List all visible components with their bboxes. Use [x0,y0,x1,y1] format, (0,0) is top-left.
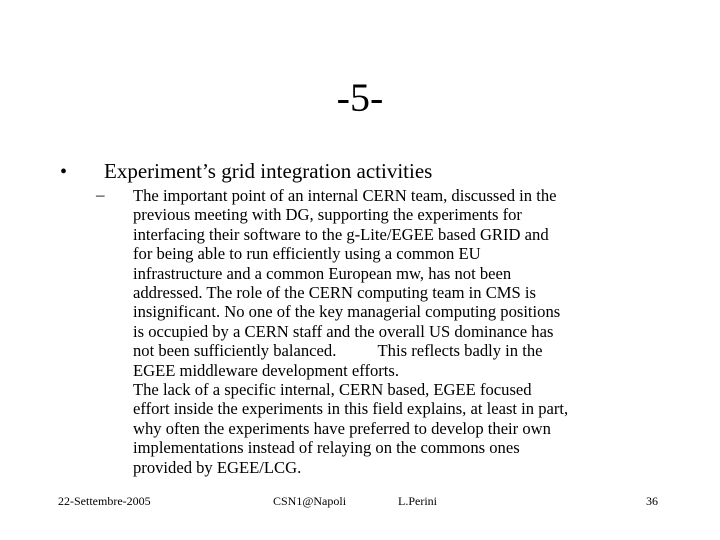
footer-author: L.Perini [398,494,437,508]
body-line: infrastructure and a common European mw, has not been [133,263,512,283]
body-line: interfacing their software to the g-Lite/EGEE based GRID and [133,224,549,244]
body-line: EGEE middleware development efforts. [133,360,400,380]
body-line: implementations instead of relaying on the commons ones [133,438,520,458]
body-line: effort inside the experiments in this field explains, at least in part, [133,399,569,419]
body-line: why often the experiments have preferred to develop their own [133,418,551,438]
bullet-marker: • [60,161,68,183]
body-line: addressed. The role of the CERN computing team in CMS is [133,283,536,303]
body-line: The important point of an internal CERN team, discussed in the [133,186,557,205]
footer-page-number: 36 [646,494,658,508]
body-line: insignificant. No one of the key managerial computing positions [133,302,561,322]
footer-date: 22-Settembre-2005 [58,494,151,508]
sub-bullet-marker: – [96,185,105,204]
body-line: not been sufficiently balanced. This reflects badly in the [133,341,543,361]
body-line: for being able to run efficiently using a common EU [133,244,481,264]
body-line: is occupied by a CERN staff and the overall US dominance has [133,321,554,341]
body-line: The lack of a specific internal, CERN based, EGEE focused [133,380,532,400]
body-line: previous meeting with DG, supporting the experiments for [133,205,522,225]
slide-title: -5- [336,75,384,120]
body-line: provided by EGEE/LCG. [133,457,302,477]
sub-bullet-body [133,186,673,477]
bullet-heading: Experiment’s grid integration activities [104,159,433,183]
footer-venue: CSN1@Napoli [273,494,347,508]
